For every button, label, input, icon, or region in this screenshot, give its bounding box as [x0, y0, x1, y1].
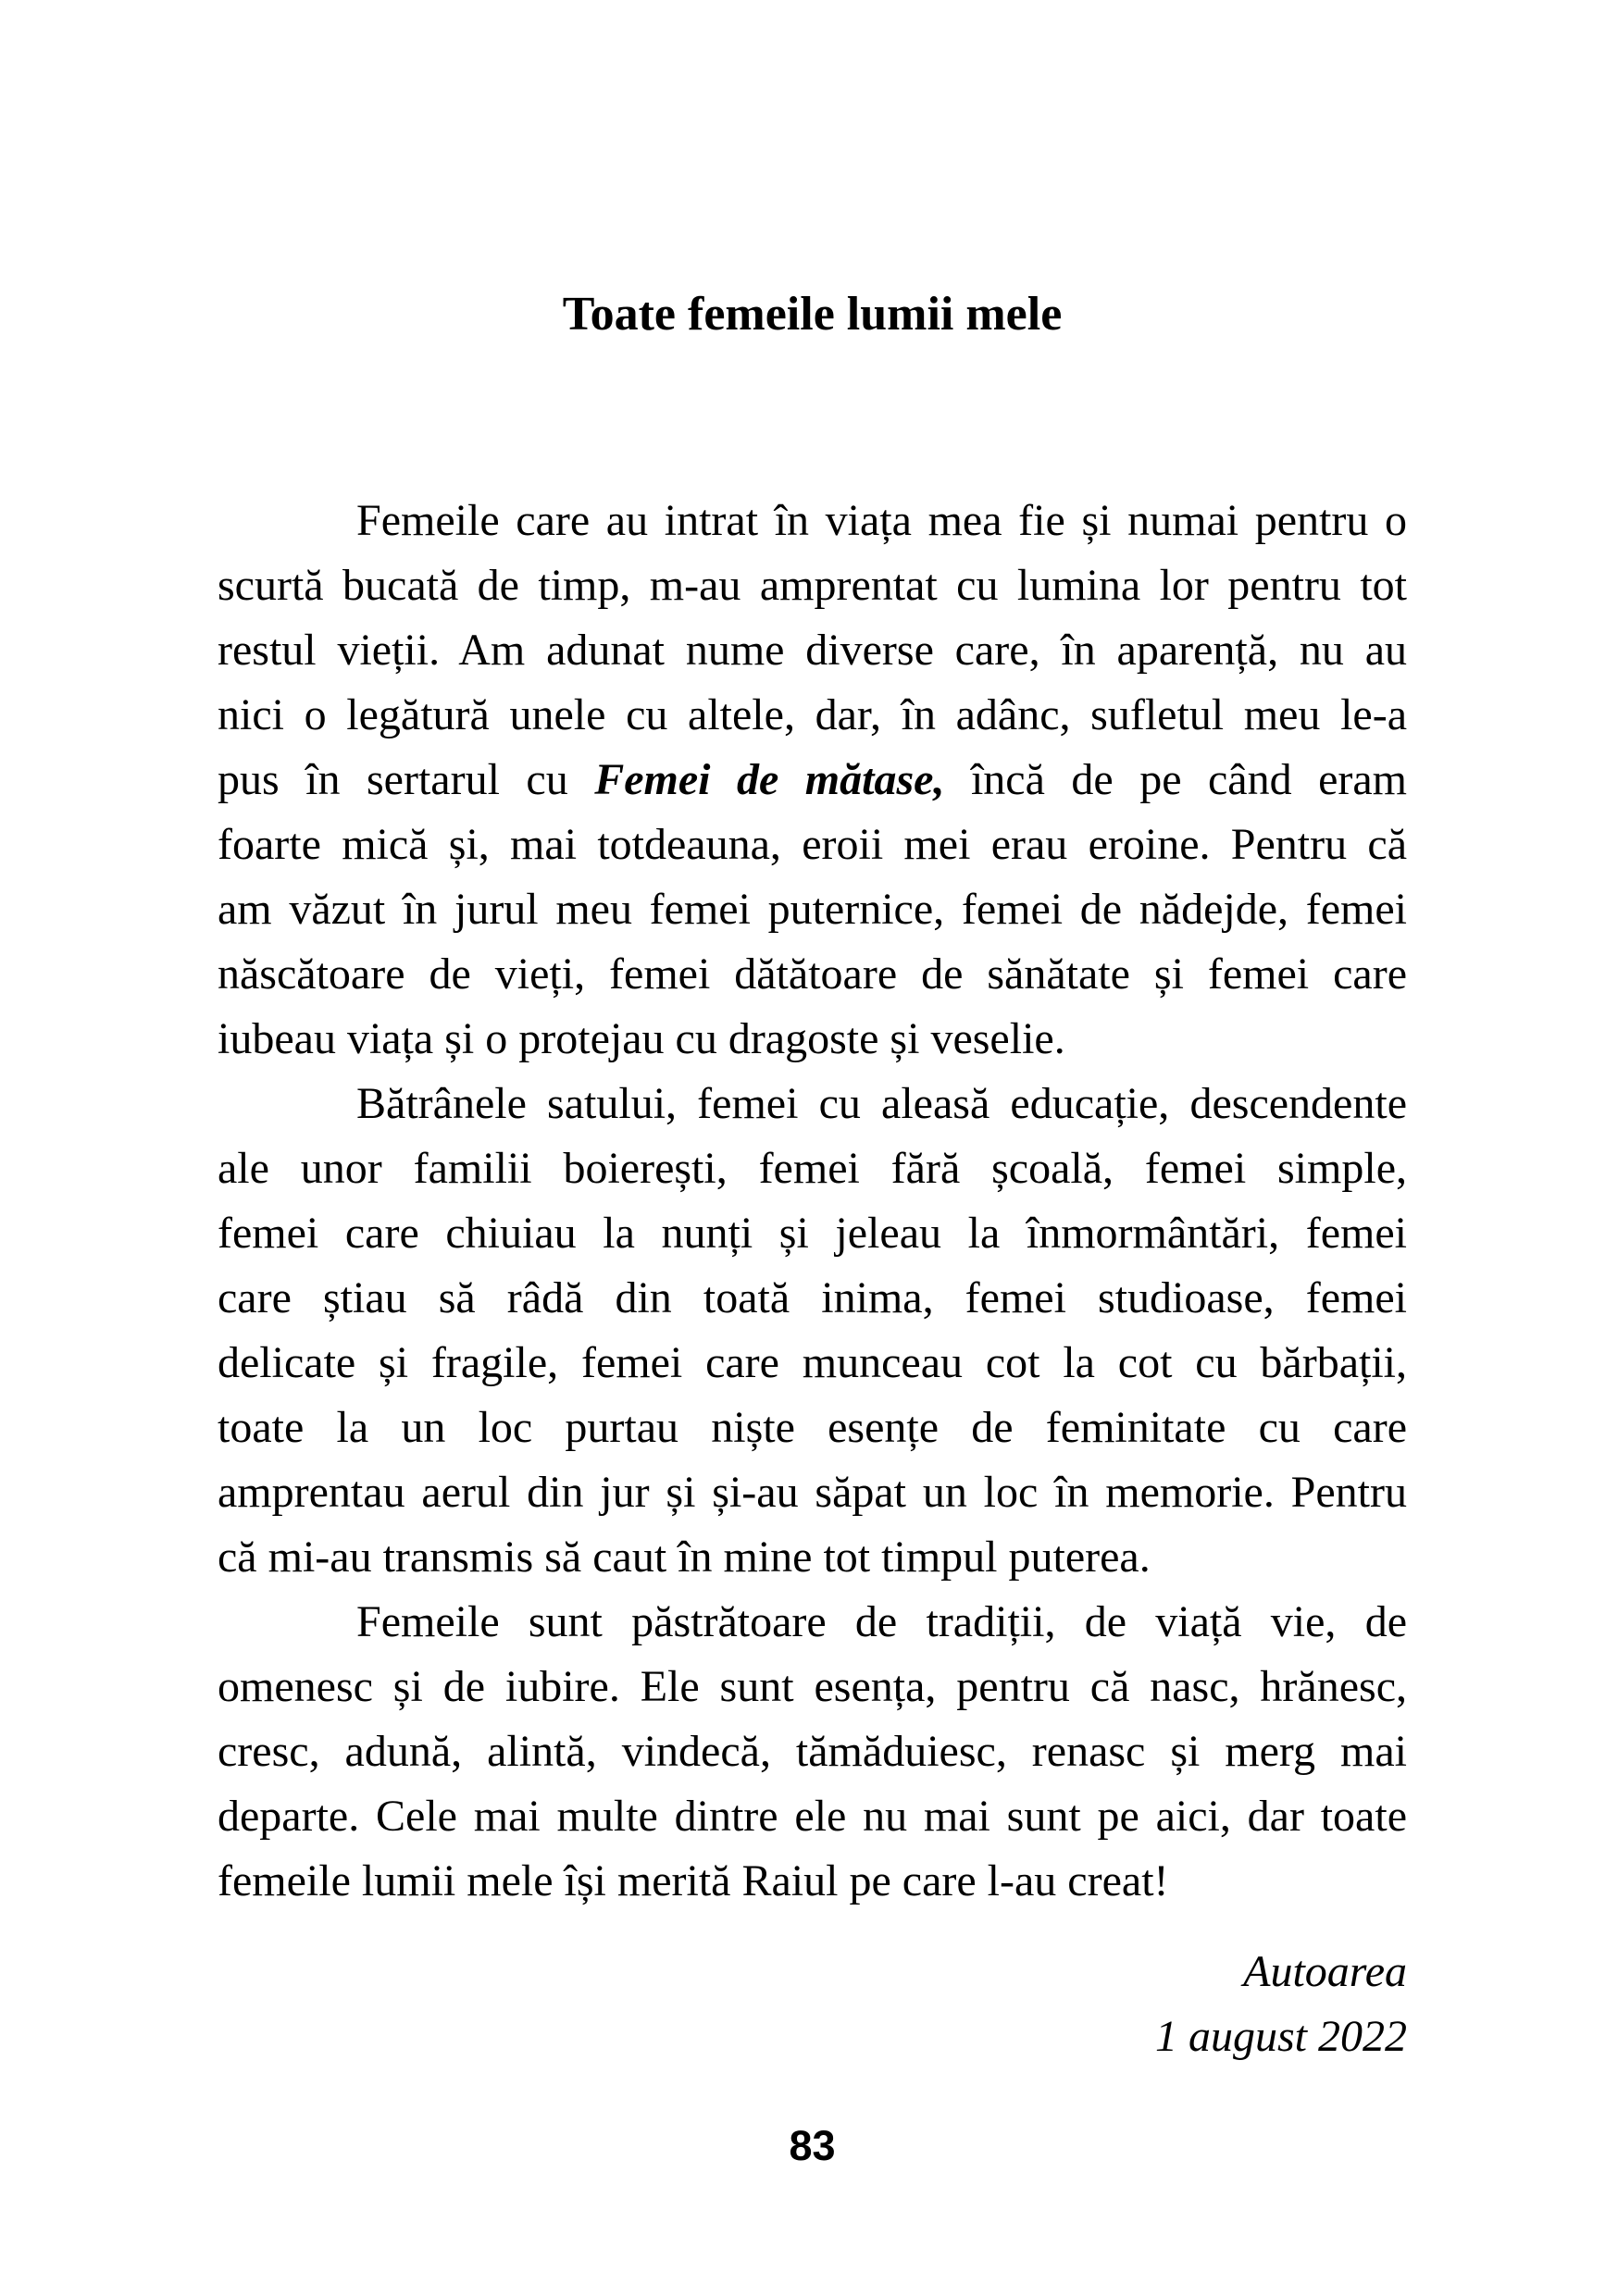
- text-line: cresc, adună, alintă, vindecă, tămăduiesc, renasc și merg mai: [218, 1727, 1407, 1776]
- text-line: că mi-au transmis să caut în mine tot timpul puterea.: [218, 1533, 1151, 1582]
- text-line: ale unor familii boierești, femei fără școală, femei simple,: [218, 1144, 1407, 1193]
- text-line: amprentau aerul din jur și și-au săpat un loc în memorie. Pentru: [218, 1468, 1407, 1517]
- text-line: restul vieții. Am adunat nume diverse care, în aparență, nu au: [218, 626, 1407, 675]
- text-line: Femeile care au intrat în viața mea fie și numai pentru o: [356, 496, 1407, 545]
- signature-date: 1 august 2022: [1154, 2012, 1407, 2061]
- signature-author: Autoarea: [1243, 1947, 1407, 1996]
- text-line: care știau să râdă din toată inima, femei studioase, femei: [218, 1273, 1407, 1322]
- text-line: delicate și fragile, femei care munceau cot la cot cu bărbații,: [218, 1338, 1407, 1387]
- paragraph-2: [218, 1072, 1407, 1590]
- paragraph-3: [218, 1590, 1407, 1914]
- text-line: am văzut în jurul meu femei puternice, femei de nădejde, femei: [218, 885, 1407, 934]
- text-line: foarte mică și, mai totdeauna, eroii mei erau eroine. Pentru că: [218, 820, 1407, 869]
- text-segment: încă de pe când eram: [944, 755, 1408, 804]
- text-line: născătoare de vieți, femei dătătoare de sănătate și femei care: [218, 949, 1407, 999]
- text-line-with-emphasis: [218, 748, 1407, 813]
- text-line: toate la un loc purtau niște esențe de feminitate cu care: [218, 1403, 1407, 1452]
- text-line: iubeau viața și o protejau cu dragoste și veselie.: [218, 1014, 1065, 1063]
- page-number: 83: [789, 2122, 836, 2169]
- emphasized-phrase: Femei de mătase,: [594, 755, 945, 804]
- text-line: nici o legătură unele cu altele, dar, în adânc, sufletul meu le-a: [218, 690, 1407, 739]
- text-line: femeile lumii mele își merită Raiul pe care l-au creat!: [218, 1856, 1169, 1905]
- text-line: scurtă bucată de timp, m-au amprentat cu lumina lor pentru tot: [218, 561, 1407, 610]
- signature-block: [218, 1940, 1407, 2069]
- text-segment: pus în sertarul cu: [218, 755, 595, 804]
- text-line: Femeile sunt păstrătoare de tradiții, de viață vie, de: [356, 1597, 1407, 1646]
- body-text: [218, 489, 1407, 1914]
- text-line: femei care chiuiau la nunți și jeleau la înmormântări, femei: [218, 1209, 1407, 1258]
- text-line: Bătrânele satului, femei cu aleasă educație, descendente: [356, 1079, 1407, 1128]
- text-line: departe. Cele mai multe dintre ele nu mai sunt pe aici, dar toate: [218, 1792, 1407, 1841]
- page-title: Toate femeile lumii mele: [562, 288, 1063, 341]
- text-line: omenesc și de iubire. Ele sunt esența, pentru că nasc, hrănesc,: [218, 1662, 1407, 1711]
- paragraph-1: [218, 489, 1407, 1072]
